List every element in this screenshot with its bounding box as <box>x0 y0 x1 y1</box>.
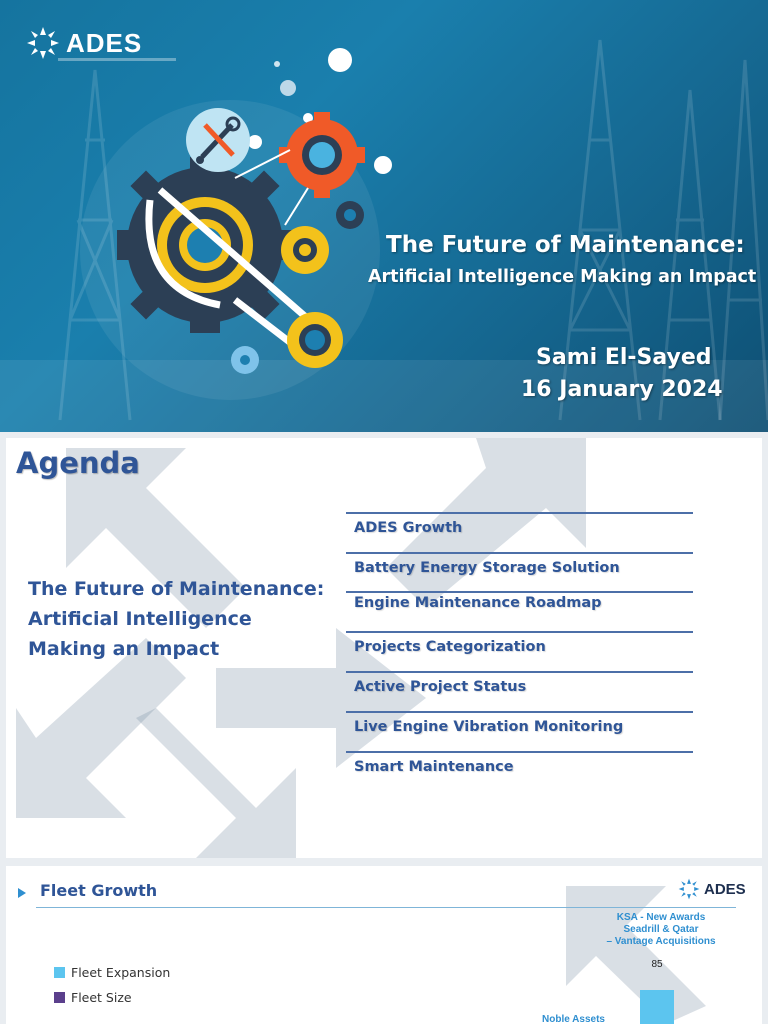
slide-title-line2: Artificial Intelligence Making an Impact <box>368 267 757 287</box>
section-marker-icon <box>18 888 26 898</box>
agenda-item <box>346 711 693 735</box>
section-title: Fleet Growth <box>40 881 158 900</box>
ades-logo <box>678 878 746 900</box>
annotation-line: Seadrill & Qatar <box>623 924 699 935</box>
ades-logo-icon <box>26 26 60 60</box>
presentation-subject <box>28 574 348 664</box>
logo-wordmark: ADES <box>66 27 143 58</box>
bar-data-label: 85 <box>651 959 663 970</box>
agenda-item <box>346 552 693 576</box>
agenda-item <box>346 671 693 695</box>
dot-icon <box>328 48 352 72</box>
title-divider <box>36 907 736 908</box>
legend-label: Fleet Size <box>71 990 132 1005</box>
agenda-item <box>346 512 693 536</box>
bar-fleet-expansion <box>640 990 674 1024</box>
agenda-item <box>346 631 693 655</box>
orange-gear-icon <box>279 112 365 198</box>
agenda-item <box>346 751 693 775</box>
fleet-growth-slide <box>6 866 762 1024</box>
annotation-line: KSA - New Awards <box>616 912 706 923</box>
agenda-item-label: Live Engine Vibration Monitoring <box>354 719 624 735</box>
agenda-item-label: Active Project Status <box>354 679 527 695</box>
subject-line: Making an Impact <box>28 638 220 660</box>
gears-illustration <box>110 40 410 420</box>
presentation-date: 16 January 2024 <box>521 377 723 402</box>
subject-line: Artificial Intelligence <box>28 608 252 630</box>
yellow-gear-bottom-icon <box>287 312 343 368</box>
chart-annotation <box>594 912 728 948</box>
agenda-slide <box>6 438 762 858</box>
yellow-gear-icon <box>281 226 329 274</box>
agenda-item-label: Projects Categorization <box>354 639 546 655</box>
subject-line: The Future of Maintenance: <box>28 578 325 600</box>
ades-logo-icon <box>678 878 700 900</box>
wrench-screwdriver-icon <box>186 108 250 172</box>
presenter-name: Sami El-Sayed <box>536 345 712 370</box>
agenda-item-label: ADES Growth <box>354 520 463 536</box>
agenda-item-label: Smart Maintenance <box>354 759 514 775</box>
legend-item-fleet-size <box>54 990 132 1005</box>
legend-swatch <box>54 967 65 978</box>
large-gear-icon <box>117 157 293 333</box>
logo-wordmark: ADES <box>704 880 746 898</box>
title-slide <box>0 0 768 432</box>
slide-title-line1: The Future of Maintenance: <box>386 232 745 258</box>
annotation-line: – Vantage Acquisitions <box>606 936 716 947</box>
legend-label: Fleet Expansion <box>71 965 171 980</box>
agenda-item-label: Battery Energy Storage Solution <box>354 560 620 576</box>
legend-swatch <box>54 992 65 1003</box>
chart-annotation-noble: Noble Assets <box>542 1014 605 1024</box>
agenda-title: Agenda <box>16 446 140 480</box>
agenda-item-label: Engine Maintenance Roadmap <box>354 595 602 611</box>
agenda-item <box>346 591 693 611</box>
legend-item-fleet-expansion <box>54 965 170 980</box>
